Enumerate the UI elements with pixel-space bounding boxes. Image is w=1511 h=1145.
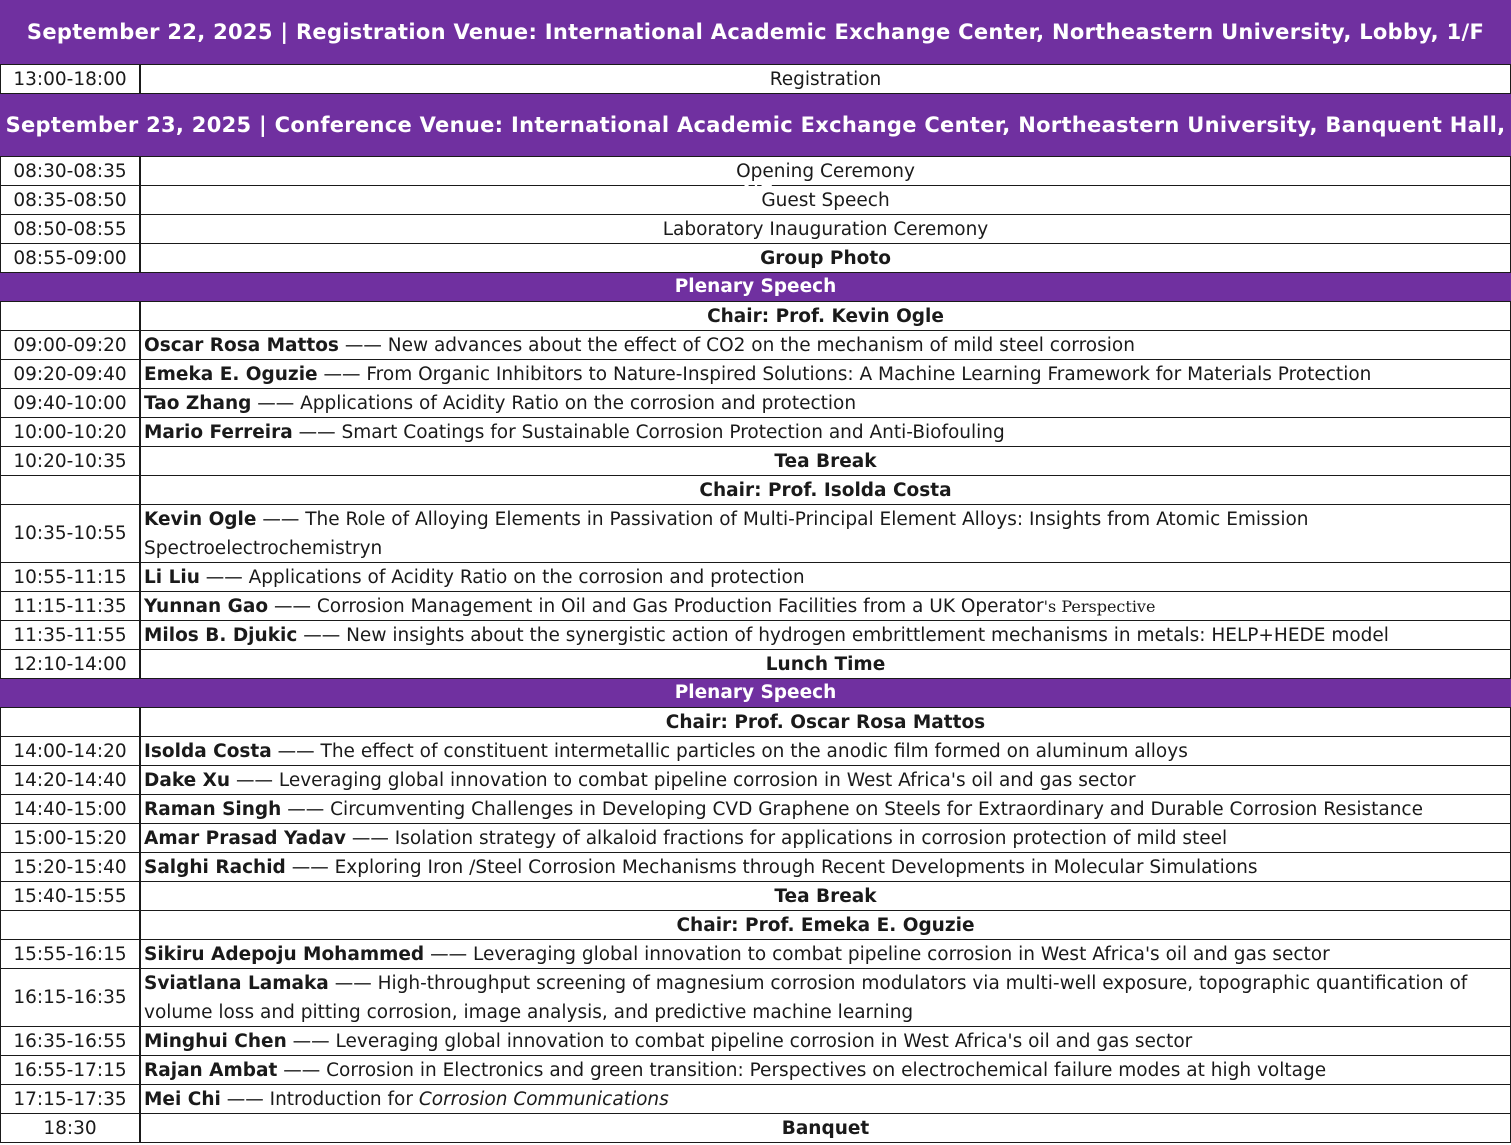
speaker-name: Tao Zhang <box>144 392 252 414</box>
talk-title: The Role of Alloying Elements in Passivation of Multi-Principal Element Alloys: Insights from Atomic Emission Spectroelectrochemistryn <box>144 508 1309 559</box>
talk-row <box>0 737 1511 766</box>
event-cell: Guest Speech <box>761 189 890 211</box>
talk-title: Leveraging global innovation to combat pipeline corrosion in West Africa's oil and gas sector <box>278 769 1136 791</box>
time-cell: 16:15-16:35 <box>1 969 141 1026</box>
talk-title: The effect of constituent intermetallic particles on the anodic film formed on aluminum alloys <box>320 740 1188 762</box>
time-cell: 08:30-08:35 <box>1 157 141 185</box>
time-cell: 14:40-15:00 <box>1 795 141 823</box>
talk-cell <box>141 853 1510 881</box>
talk-title: Exploring Iron /Steel Corrosion Mechanisms through Recent Developments in Molecular Simulations <box>334 856 1258 878</box>
speaker-name: Amar Prasad Yadav <box>144 827 346 849</box>
time-cell: 12:10-14:00 <box>1 650 141 678</box>
time-cell: 08:50-08:55 <box>1 215 141 243</box>
chair-label: Chair: Prof. Kevin Ogle <box>707 305 944 327</box>
lunch-row <box>0 650 1511 679</box>
chair-label: Chair: Prof. Emeka E. Oguzie <box>676 914 975 936</box>
break-label: Tea Break <box>774 885 877 907</box>
time-cell: 11:35-11:55 <box>1 621 141 649</box>
separator: —— <box>262 508 300 530</box>
event-cell: Opening Ceremony <box>736 160 915 182</box>
separator: —— <box>303 624 341 646</box>
separator: —— <box>430 943 468 965</box>
talk-cell <box>141 505 1510 562</box>
talk-cell <box>141 1056 1510 1084</box>
speaker-name: Yunnan Gao <box>144 595 269 617</box>
separator: —— <box>283 1059 321 1081</box>
time-cell: 14:20-14:40 <box>1 766 141 794</box>
talk-title-tail: 's Perspective <box>1043 596 1156 616</box>
separator: —— <box>235 769 273 791</box>
plenary-speech-header: Plenary Speech <box>0 679 1511 708</box>
speaker-name: Kevin Ogle <box>144 508 257 530</box>
talk-row <box>0 795 1511 824</box>
time-cell: 10:55-11:15 <box>1 563 141 591</box>
separator: —— <box>226 1088 264 1110</box>
talk-title: Corrosion Management in Oil and Gas Production Facilities from a UK Operator <box>316 595 1044 617</box>
speaker-name: Mei Chi <box>144 1088 221 1110</box>
lunch-label: Lunch Time <box>765 653 886 675</box>
chair-row <box>0 302 1511 331</box>
time-cell-empty <box>1 476 141 504</box>
talk-row <box>0 969 1511 1027</box>
talk-title: Circumventing Challenges in Developing CVD Graphene on Steels for Extraordinary and Durable Corrosion Resistance <box>330 798 1423 820</box>
talk-cell <box>141 418 1510 446</box>
schedule-row <box>0 186 1511 215</box>
talk-title: Isolation strategy of alkaloid fractions for applications in corrosion protection of mild steel <box>394 827 1228 849</box>
talk-cell <box>141 563 1510 591</box>
time-cell: 08:35-08:50 <box>1 186 141 214</box>
break-row <box>0 882 1511 911</box>
speaker-name: Mario Ferreira <box>144 421 293 443</box>
time-cell: 08:55-09:00 <box>1 244 141 272</box>
talk-cell <box>141 360 1510 388</box>
event-cell: Laboratory Inauguration Ceremony <box>662 218 989 240</box>
break-row <box>0 447 1511 476</box>
chair-row <box>0 708 1511 737</box>
talk-cell <box>141 824 1510 852</box>
speaker-name: Sikiru Adepoju Mohammed <box>144 943 425 965</box>
speaker-name: Raman Singh <box>144 798 282 820</box>
separator: —— <box>344 334 382 356</box>
talk-row <box>0 592 1511 621</box>
separator: —— <box>291 856 329 878</box>
schedule-row <box>0 215 1511 244</box>
talk-row <box>0 940 1511 969</box>
time-cell: 18:30 <box>1 1114 141 1142</box>
chair-label: Chair: Prof. Oscar Rosa Mattos <box>665 711 986 733</box>
talk-row <box>0 1027 1511 1056</box>
speaker-name: Salghi Rachid <box>144 856 286 878</box>
talk-row <box>0 563 1511 592</box>
talk-row <box>0 331 1511 360</box>
separator: —— <box>323 363 361 385</box>
time-cell: 09:40-10:00 <box>1 389 141 417</box>
talk-title: Smart Coatings for Sustainable Corrosion Protection and Anti-Biofouling <box>341 421 1005 443</box>
talk-title: Applications of Acidity Ratio on the corrosion and protection <box>300 392 857 414</box>
speaker-name: Milos B. Djukic <box>144 624 298 646</box>
talk-cell <box>141 592 1510 620</box>
plenary-speech-header: Plenary Speech <box>0 273 1511 302</box>
talk-title: Applications of Acidity Ratio on the corrosion and protection <box>248 566 805 588</box>
time-cell-empty <box>1 708 141 736</box>
talk-cell <box>141 766 1510 794</box>
time-cell: 15:20-15:40 <box>1 853 141 881</box>
day2-header: September 23, 2025 | Conference Venue: International Academic Exchange Center, Northeastern University, Banquent Hall, 2/F <box>0 94 1511 157</box>
talk-title: High-throughput screening of magnesium corrosion modulators via multi-well exposure, topographic quantification of volume loss and pitting corrosion, image analysis, and predictive machine learning <box>144 972 1468 1023</box>
talk-row <box>0 824 1511 853</box>
talk-row <box>0 766 1511 795</box>
talk-title: Leveraging global innovation to combat pipeline corrosion in West Africa's oil and gas sector <box>335 1030 1193 1052</box>
separator: —— <box>298 421 336 443</box>
chair-label: Chair: Prof. Isolda Costa <box>699 479 952 501</box>
talk-cell <box>141 621 1510 649</box>
time-cell: 17:15-17:35 <box>1 1085 141 1113</box>
talk-row <box>0 1056 1511 1085</box>
time-cell: 11:15-11:35 <box>1 592 141 620</box>
talk-cell <box>141 1027 1510 1055</box>
time-cell-empty <box>1 911 141 939</box>
talk-row <box>0 621 1511 650</box>
talk-title: New advances about the effect of CO2 on the mechanism of mild steel corrosion <box>387 334 1135 356</box>
talk-title: Introduction for <box>269 1088 419 1110</box>
time-cell: 09:00-09:20 <box>1 331 141 359</box>
separator: —— <box>277 740 315 762</box>
banquet-label: Banquet <box>781 1117 870 1139</box>
time-cell: 15:00-15:20 <box>1 824 141 852</box>
time-cell: 10:00-10:20 <box>1 418 141 446</box>
speaker-name: Minghui Chen <box>144 1030 287 1052</box>
talk-title: Corrosion in Electronics and green transition: Perspectives on electrochemical failure modes at high voltage <box>326 1059 1327 1081</box>
break-label: Tea Break <box>774 450 877 472</box>
time-cell-empty <box>1 302 141 330</box>
day1-header: September 22, 2025 | Registration Venue: International Academic Exchange Center, Northeastern University, Lobby, 1/F <box>0 0 1511 65</box>
separator: —— <box>287 798 325 820</box>
time-cell: 13:00-18:00 <box>1 65 141 93</box>
speaker-name: Oscar Rosa Mattos <box>144 334 339 356</box>
talk-row <box>0 418 1511 447</box>
time-cell: 16:35-16:55 <box>1 1027 141 1055</box>
speaker-name: Li Liu <box>144 566 200 588</box>
chair-row <box>0 476 1511 505</box>
talk-row <box>0 1085 1511 1114</box>
talk-cell <box>141 969 1510 1026</box>
banquet-row <box>0 1114 1511 1143</box>
talk-row <box>0 853 1511 882</box>
talk-title: New insights about the synergistic action of hydrogen embrittlement mechanisms in metals: HELP+HEDE model <box>346 624 1389 646</box>
talk-row <box>0 505 1511 563</box>
separator: —— <box>334 972 372 994</box>
talk-cell <box>141 331 1510 359</box>
schedule-row <box>0 244 1511 273</box>
time-cell: 10:20-10:35 <box>1 447 141 475</box>
schedule-row <box>0 65 1511 94</box>
separator: —— <box>351 827 389 849</box>
separator: —— <box>257 392 295 414</box>
event-cell: Group Photo <box>760 247 891 269</box>
journal-title: Corrosion Communications <box>418 1088 669 1110</box>
talk-cell <box>141 940 1510 968</box>
time-cell: 15:40-15:55 <box>1 882 141 910</box>
speaker-name: Isolda Costa <box>144 740 272 762</box>
speaker-name: Rajan Ambat <box>144 1059 278 1081</box>
talk-row <box>0 360 1511 389</box>
talk-cell <box>141 1085 1510 1113</box>
chair-row <box>0 911 1511 940</box>
talk-title: Leveraging global innovation to combat pipeline corrosion in West Africa's oil and gas sector <box>472 943 1330 965</box>
talk-cell <box>141 795 1510 823</box>
time-cell: 09:20-09:40 <box>1 360 141 388</box>
speaker-name: Dake Xu <box>144 769 231 791</box>
time-cell: 14:00-14:20 <box>1 737 141 765</box>
speaker-name: Emeka E. Oguzie <box>144 363 318 385</box>
talk-cell <box>141 737 1510 765</box>
talk-title: From Organic Inhibitors to Nature-Inspired Solutions: A Machine Learning Framework for Materials Protection <box>366 363 1372 385</box>
separator: —— <box>205 566 243 588</box>
time-cell: 15:55-16:15 <box>1 940 141 968</box>
separator: —— <box>292 1030 330 1052</box>
time-cell: 16:55-17:15 <box>1 1056 141 1084</box>
talk-cell <box>141 389 1510 417</box>
time-cell: 10:35-10:55 <box>1 505 141 562</box>
event-cell: Registration <box>769 68 882 90</box>
separator: —— <box>273 595 311 617</box>
speaker-name: Sviatlana Lamaka <box>144 972 329 994</box>
schedule-row <box>0 157 1511 186</box>
talk-row <box>0 389 1511 418</box>
